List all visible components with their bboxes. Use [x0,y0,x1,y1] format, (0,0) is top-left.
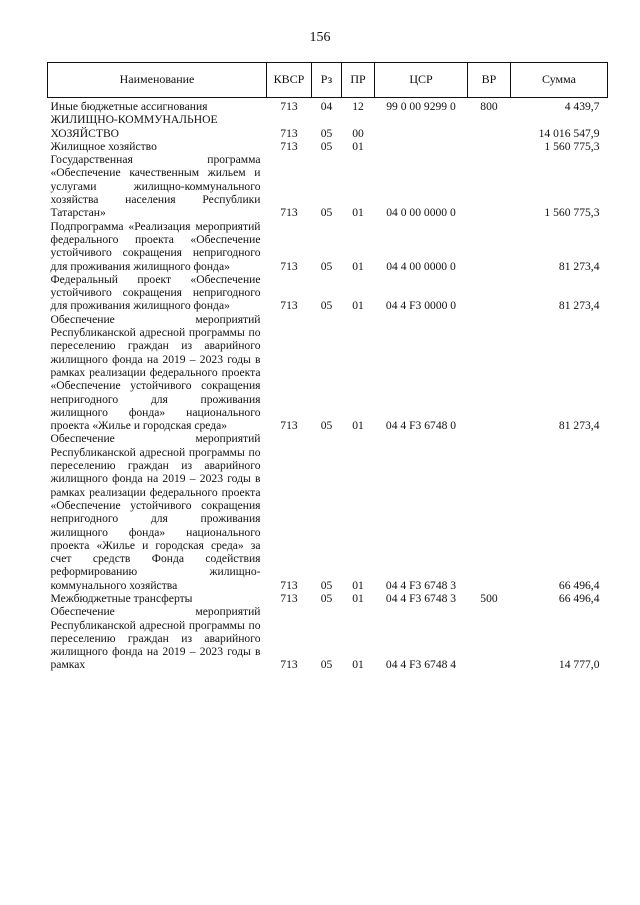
table-row [48,153,608,219]
header-rz: Рз [312,63,342,98]
cell-pr: 01 [352,578,364,592]
cell-sum: 81 273,4 [558,299,600,313]
cell-kvsr: 713 [280,259,298,273]
cell-csr: 04 4 F3 0000 0 [385,299,457,313]
header-pr: ПР [342,63,375,98]
cell-vr [468,313,511,433]
cell-sum: 4 439,7 [564,100,600,113]
cell-csr: 04 4 F3 6748 3 [385,578,457,592]
cell-rz: 05 [320,139,333,153]
cell-sum: 1 560 775,3 [544,206,600,220]
cell-vr [468,153,511,219]
cell-sum: 66 496,4 [558,591,600,605]
table-row [48,98,608,114]
cell-pr: 01 [352,206,364,220]
cell-sum: 81 273,4 [558,419,600,433]
cell-kvsr: 713 [280,139,298,153]
table-row [48,592,608,605]
cell-kvsr: 713 [280,658,298,672]
cell-rz: 05 [320,591,333,605]
budget-table [47,62,608,672]
cell-csr: 04 4 F3 6748 3 [385,591,457,605]
header-vr: ВР [468,63,511,98]
cell-csr: 04 4 F3 6748 0 [385,419,457,433]
cell-vr [468,140,511,153]
cell-vr [468,273,511,313]
cell-pr: 01 [352,419,364,433]
table-header-row [48,63,608,98]
cell-name: Федеральный проект «Обеспечение устойчивого сокращения непригодного для проживания жилищного фонда» [50,272,261,313]
cell-pr: 01 [352,658,364,672]
table-row [48,605,608,671]
cell-pr: 01 [352,259,364,273]
cell-rz: 05 [320,419,333,433]
table-row [48,313,608,433]
cell-pr: 12 [352,100,364,113]
cell-kvsr: 713 [280,578,298,592]
cell-pr: 00 [352,126,364,140]
cell-vr: 800 [480,100,498,113]
cell-vr [468,220,511,273]
cell-sum: 66 496,4 [558,578,600,592]
table-row [48,432,608,592]
table-row [48,220,608,273]
cell-csr: 04 0 00 0000 0 [386,206,456,220]
cell-pr: 01 [352,299,364,313]
cell-sum: 14 777,0 [558,658,600,672]
cell-vr [468,113,511,140]
cell-sum: 81 273,4 [558,259,600,273]
cell-vr [468,432,511,592]
cell-name: Жилищное хозяйство [50,139,157,153]
cell-rz: 05 [320,658,333,672]
cell-rz: 05 [320,299,333,313]
cell-pr: 01 [352,591,364,605]
cell-kvsr: 713 [280,206,298,220]
table-row [48,113,608,140]
cell-kvsr: 713 [280,591,298,605]
header-name: Наименование [48,63,267,98]
cell-name: Подпрограмма «Реализация мероприятий федерального проекта «Обеспечение устойчивого сокращения непригодного для проживания жилищного фонда» [50,219,261,273]
cell-rz: 05 [320,259,333,273]
page-number: 156 [309,30,331,45]
cell-sum: 1 560 775,3 [544,139,600,153]
cell-rz: 05 [320,578,333,592]
cell-csr: 04 4 00 0000 0 [386,259,456,273]
cell-name: ЖИЛИЩНО-КОММУНАЛЬНОЕ ХОЗЯЙСТВО [50,113,218,140]
cell-rz: 05 [320,126,333,140]
cell-kvsr: 713 [280,126,298,140]
cell-name: Межбюджетные трансферты [50,591,193,605]
cell-vr [468,605,511,671]
header-sum: Сумма [511,63,608,98]
cell-kvsr: 713 [280,419,298,433]
table-row [48,140,608,153]
cell-kvsr: 713 [280,100,298,113]
cell-name: Обеспечение мероприятий Республиканской адресной программы по переселению граждан из аварийного жилищного фонда на 2019 – 2023 годы в рамках реализации федерального проекта «Обеспечение устойчивого сокращения непригодного для проживания жилищного фонда» национального проекта «Жилье и городская среда» [50,312,261,433]
cell-pr: 01 [352,139,364,153]
cell-rz: 04 [320,100,333,113]
cell-name: Обеспечение мероприятий Республиканской адресной программы по переселению граждан из аварийного жилищного фонда на 2019 – 2023 годы в рамках реализации федерального проекта «Обеспечение устойчивого сокращения непригодного для проживания жилищного фонда» национального проекта «Жилье и городская среда» за счет средств Фонда содействия реформированию жилищно-коммунального хозяйства [50,432,261,592]
cell-rz: 05 [320,206,333,220]
cell-csr: 99 0 00 9299 0 [386,100,456,113]
table-row [48,273,608,313]
header-kvsr: КВСР [267,63,312,98]
cell-csr [375,113,468,140]
cell-kvsr: 713 [280,299,298,313]
cell-name: Государственная программа «Обеспечение качественным жильем и услугами жилищно-коммунального хозяйства населения Республики Татарстан» [50,153,261,220]
cell-sum: 14 016 547,9 [538,126,600,140]
cell-name: Обеспечение мероприятий Республиканской адресной программы по переселению граждан из аварийного жилищного фонда на 2019 – 2023 годы в рамках [50,605,261,672]
cell-csr [375,140,468,153]
cell-vr: 500 [480,591,498,605]
cell-csr: 04 4 F3 6748 4 [385,658,457,672]
header-csr: ЦСР [375,63,468,98]
cell-name: Иные бюджетные ассигнования [50,100,208,113]
